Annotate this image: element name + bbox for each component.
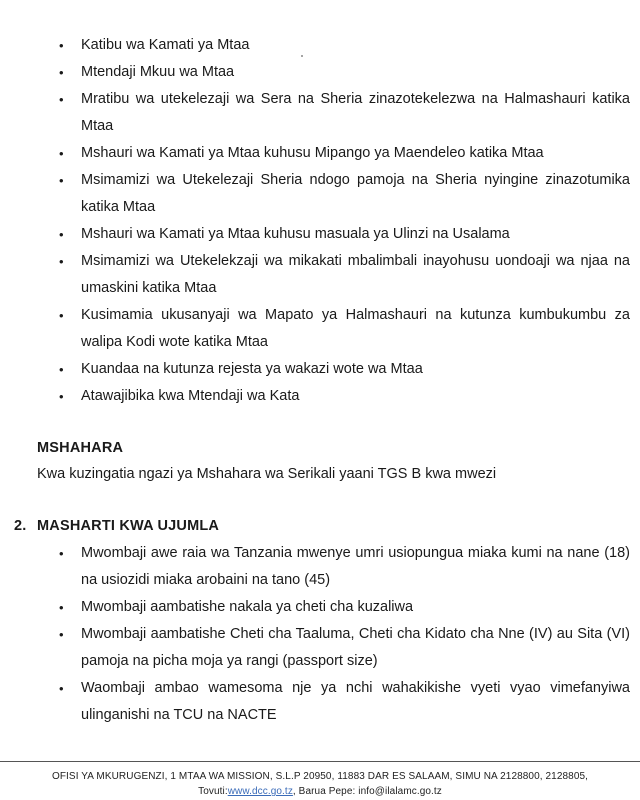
- bullet-icon: •: [59, 146, 64, 161]
- list-item: • Mratibu wa utekelezaji wa Sera na Sheria zinazotekelezwa na Halmashauri katika Mtaa: [0, 86, 640, 140]
- list-item: • Katibu wa Kamati ya Mtaa: [0, 32, 640, 59]
- list-item: • Mwombaji awe raia wa Tanzania mwenye umri usiopungua miaka kumi na nane (18) na usiozidi miaka arobaini na tano (45): [0, 540, 640, 594]
- salary-text: Kwa kuzingatia ngazi ya Mshahara wa Serikali yaani TGS B kwa mwezi: [37, 466, 497, 482]
- bullet-icon: •: [59, 38, 64, 53]
- list-item: • Mtendaji Mkuu wa Mtaa: [0, 59, 640, 86]
- footer-website-label: Tovuti:: [198, 786, 228, 797]
- section-heading: MASHARTI KWA UJUMLA: [37, 518, 220, 534]
- footer-website-link[interactable]: www.dcc.go.tz: [227, 786, 293, 797]
- duties-list: [0, 32, 640, 410]
- section-number: 2.: [14, 518, 27, 534]
- conditions-list: [0, 540, 640, 729]
- list-item: • Msimamizi wa Utekelezaji Sheria ndogo pamoja na Sheria nyingine zinazotumika katika Mtaa: [0, 167, 640, 221]
- salary-heading: MSHAHARA: [37, 440, 124, 456]
- bullet-icon: •: [59, 92, 64, 107]
- list-item: • Msimamizi wa Utekelekzaji wa mikakati mbalimbali inayohusu uondoaji wa njaa na umaskini katika Mtaa: [0, 248, 640, 302]
- footer-address: OFISI YA MKURUGENZI, 1 MTAA WA MISSION, S.L.P 20950, 11883 DAR ES SALAAM, SIMU NA 2128800, 2128805,: [51, 771, 589, 782]
- bullet-icon: •: [59, 227, 64, 242]
- bullet-icon: •: [59, 65, 64, 80]
- bullet-icon: •: [59, 600, 64, 615]
- bullet-icon: •: [59, 389, 64, 404]
- list-item: • Mwombaji aambatishe nakala ya cheti cha kuzaliwa: [0, 594, 640, 621]
- bullet-icon: •: [59, 546, 64, 561]
- footer-email: , Barua Pepe: info@ilalamc.go.tz: [292, 786, 442, 797]
- bullet-icon: •: [59, 362, 64, 377]
- bullet-icon: •: [59, 254, 64, 269]
- list-item: • Kusimamia ukusanyaji wa Mapato ya Halmashauri na kutunza kumbukumbu za walipa Kodi wote katika Mtaa: [0, 302, 640, 356]
- footer-contacts: [0, 786, 640, 797]
- list-item: • Mwombaji aambatishe Cheti cha Taaluma, Cheti cha Kidato cha Nne (IV) au Sita (VI) pamoja na picha moja ya rangi (passport size): [0, 621, 640, 675]
- list-item: • Kuandaa na kutunza rejesta ya wakazi wote wa Mtaa: [0, 356, 640, 383]
- bullet-icon: •: [59, 173, 64, 188]
- bullet-icon: •: [59, 308, 64, 323]
- list-item: • Waombaji ambao wamesoma nje ya nchi wahakikishe vyeti vyao vimefanyiwa ulinganishi na TCU na NACTE: [0, 675, 640, 729]
- list-item: • Atawajibika kwa Mtendaji wa Kata: [0, 383, 640, 410]
- list-item: • Mshauri wa Kamati ya Mtaa kuhusu Mipango ya Maendeleo katika Mtaa: [0, 140, 640, 167]
- footer-divider: [0, 761, 640, 762]
- bullet-icon: •: [59, 681, 64, 696]
- bullet-icon: •: [59, 627, 64, 642]
- list-item: • Mshauri wa Kamati ya Mtaa kuhusu masuala ya Ulinzi na Usalama: [0, 221, 640, 248]
